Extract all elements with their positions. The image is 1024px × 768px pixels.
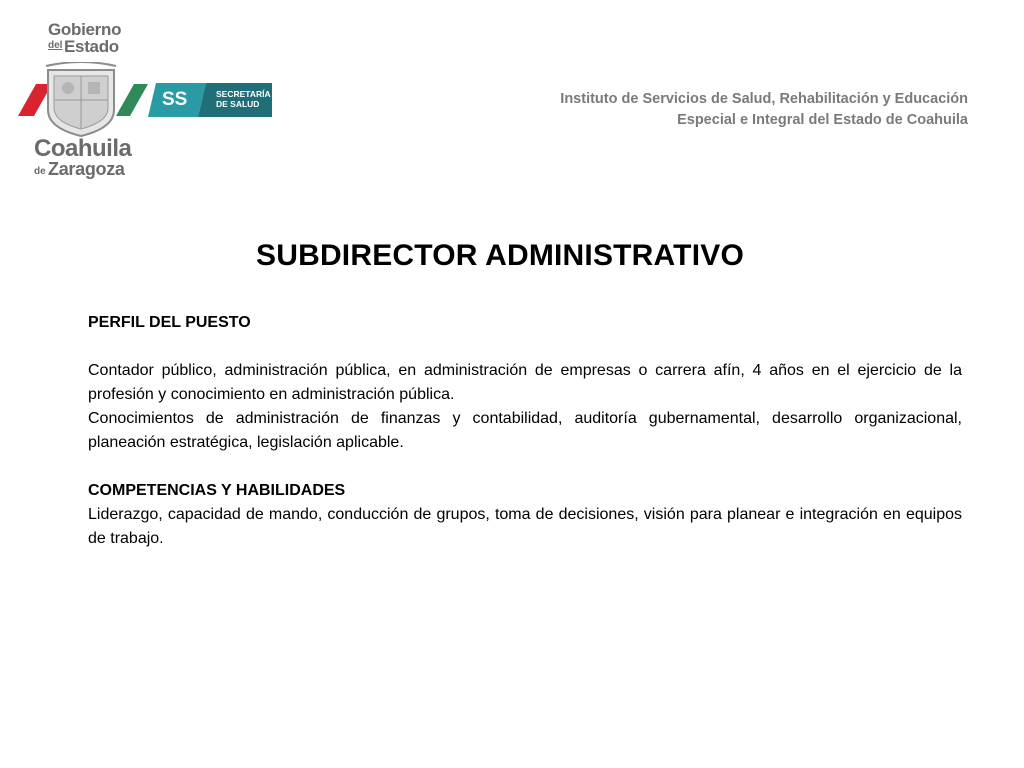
ss-badge-label: [216, 89, 271, 109]
gobierno-coahuila-logo: [18, 18, 144, 186]
profile-paragraph-2: Conocimientos de administración de finanzas y contabilidad, auditoría gubernamental, desarrollo organizacional, planeación estratégica, legislación aplicable.: [88, 410, 962, 451]
skills-heading: COMPETENCIAS Y HABILIDADES: [88, 482, 346, 499]
profile-paragraph-1: Contador público, administración pública, en administración de empresas o carrera afín, 4 años en el ejercicio de la profesión y conocimiento en administración pública.: [88, 362, 962, 403]
skills-paragraph: Liderazgo, capacidad de mando, conducción de grupos, toma de decisiones, visión para planear e integración en equipos de trabajo.: [88, 506, 962, 547]
logo-text-de: de: [34, 166, 46, 177]
logo-text-del: del: [48, 40, 63, 51]
institute-line-2: Especial e Integral del Estado de Coahuila: [677, 112, 968, 128]
logo-text-zaragoza: Zaragoza: [48, 159, 125, 179]
page-title: SUBDIRECTOR ADMINISTRATIVO: [256, 239, 744, 272]
logo-text-coahuila: Coahuila: [34, 135, 132, 162]
ss-badge-salud: DE SALUD: [216, 99, 260, 109]
logo-text-estado: Estado: [64, 37, 119, 56]
secretaria-salud-badge: [148, 83, 272, 117]
logo-text-gobierno: Gobierno: [48, 20, 122, 39]
institute-line-1: Instituto de Servicios de Salud, Rehabilitación y Educación: [560, 91, 968, 107]
document-body: [88, 311, 962, 551]
ss-badge-secretaria: SECRETARÍA: [216, 89, 271, 99]
ss-badge-acronym: SS: [162, 89, 188, 110]
institute-name: [560, 89, 968, 131]
coat-of-arms-icon: [18, 62, 148, 138]
profile-heading: PERFIL DEL PUESTO: [88, 314, 251, 331]
